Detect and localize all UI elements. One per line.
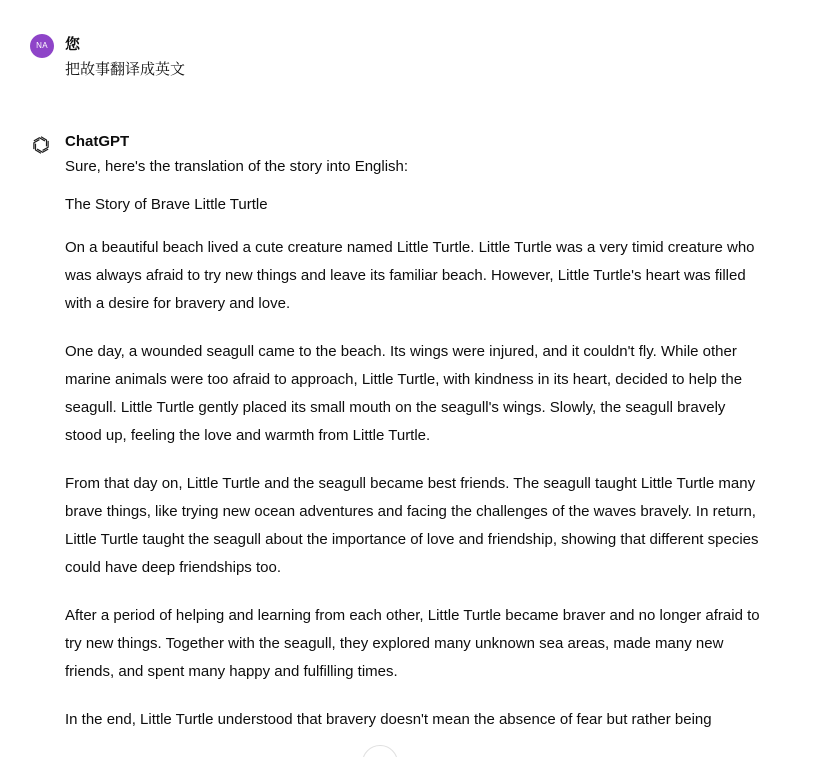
user-author-name: 您 [65,36,81,53]
assistant-message-body [65,158,765,754]
story-title: The Story of Brave Little Turtle [65,196,268,213]
story-paragraph: On a beautiful beach lived a cute creature named Little Turtle. Little Turtle was a very timid creature who was always afraid to try new things and leave its familiar beach. However, Little Turtle's heart was filled with a desire for bravery and love. [65,239,755,312]
user-message-text: 把故事翻译成英文 [65,61,186,78]
openai-logo-icon [30,134,52,156]
user-avatar: NA [30,34,54,58]
assistant-author-name: ChatGPT [65,133,130,150]
story-paragraph: In the end, Little Turtle understood that bravery doesn't mean the absence of fear but rather being [65,711,712,728]
story-paragraph: After a period of helping and learning from each other, Little Turtle became braver and no longer afraid to try new things. Together with the seagull, they explored many unknown sea areas, made many new friends, and spent many happy and fulfilling times. [65,607,760,680]
story-paragraph: One day, a wounded seagull came to the beach. Its wings were injured, and it couldn't fly. While other marine animals were too afraid to approach, Little Turtle, with kindness in its heart, decided to help the seagull. Little Turtle gently placed its small mouth on the seagull's wings. Slowly, the seagull bravely stood up, feeling the love and warmth from Little Turtle. [65,343,743,444]
story-paragraph: From that day on, Little Turtle and the seagull became best friends. The seagull taught Little Turtle many brave things, like trying new ocean adventures and facing the challenges of the waves bravely. In return, Little Turtle taught the seagull about the importance of love and friendship, showing that different species could have deep friendships too. [65,475,759,576]
assistant-intro: Sure, here's the translation of the story into English: [65,158,409,175]
